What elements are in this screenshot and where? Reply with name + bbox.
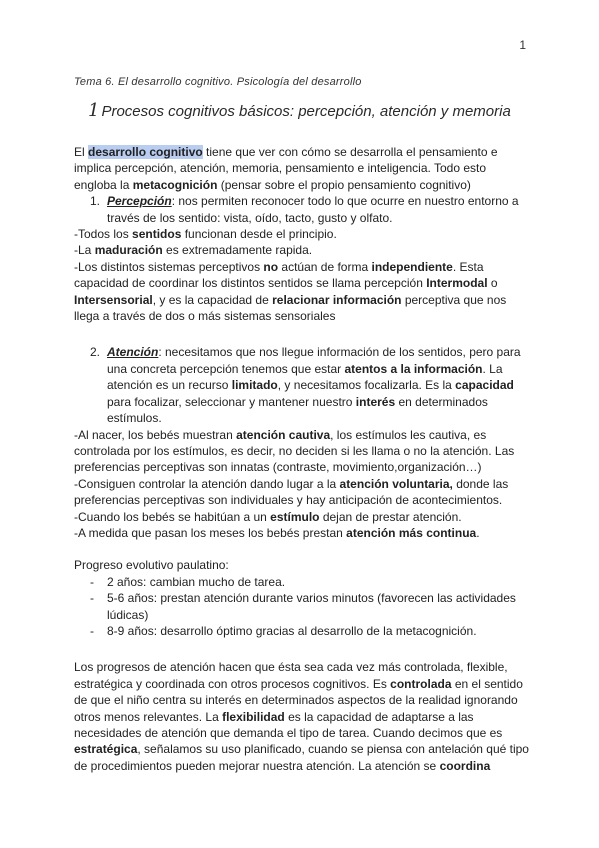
text-run: El [74,145,89,159]
text-run: : nos permiten reconocer todo lo que ocurre en nuestro entorno a través de los sentido: vista, oído, tacto, gusto y olfato. [107,194,519,225]
text-run: (pensar sobre el propio pensamiento cognitivo) [217,177,471,192]
text-run: actúan de forma [278,259,372,274]
text-run: Los progresos de atención hacen que ésta sea cada vez más controlada, flexible, estratégica y coordinada con otros procesos cognitivos. Es [74,660,508,691]
text-run: -Consiguen controlar la atención dando lugar a la [74,476,340,491]
text-run: tiene que ver con cómo se desarrolla el pensamiento e implica percepción, atención, memoria, pensamiento e inteligencia. Todo esto engloba la [74,145,498,192]
dash-marker: - [90,574,94,589]
progress-item-text: 2 años: cambian mucho de tarea. [107,574,286,589]
text-run: . [476,525,480,540]
bold-term: atención cautiva [236,427,331,442]
list-item-perception [74,193,529,226]
progress-item [74,574,529,590]
final-paragraph [74,659,529,774]
numbered-list-attention [74,344,529,426]
bold-term: estratégica [74,742,138,757]
dash-marker: - [90,623,94,638]
text-run: . Esta capacidad de coordinar los distintos sentidos se llama percepción [74,259,484,291]
text-run: dejan de prestar atención. [319,509,462,524]
bold-term: capacidad [455,378,514,393]
page-number: 1 [519,38,526,52]
text-run: o [487,276,498,291]
term-atencion: Atención [107,345,159,360]
text-run: -La [74,243,95,258]
text-run: es extremadamente rapida. [162,243,313,258]
bold-term: Intermodal [426,276,488,291]
bold-term: flexibilidad [222,709,285,724]
text-run: -Todos los [74,227,133,242]
progress-list [74,574,529,640]
bullet-habituacion [74,509,529,525]
bold-term: estímulo [270,509,320,524]
bold-term: no [263,259,279,274]
bullet-sistemas [74,259,529,325]
bold-term: coordina [439,758,491,773]
bold-term: atención más continua [346,525,477,540]
text-run: en determinados estímulos. [107,394,488,426]
bold-term: atención voluntaria, [339,476,453,491]
bold-term: limitado [231,378,278,393]
bullet-maduracion [74,242,529,258]
section-title [74,100,534,122]
bold-term: maduración [94,243,163,258]
text-run: , los estímulos les cautiva, es controlada por los estímulos, es decir, no deciden si les llama o no la atención. Las preferencias perceptivas son innatas (contraste, movimiento,organización…) [74,427,515,475]
text-run: . La atención es un recurso [107,361,503,393]
bullet-atencion-cautiva [74,427,529,476]
progress-item [74,590,529,623]
text-run: funcionan desde el principio. [181,227,337,242]
text-run: es la capacidad de adaptarse a las necesidades de atención que demanda el tipo de tarea. Cuando decimos que es [74,709,503,740]
bullet-atencion-continua [74,525,529,541]
bold-term: atentos a la información [344,361,483,376]
text-run: para focalizar, seleccionar y mantener nuestro [107,394,356,409]
bullet-atencion-voluntaria [74,476,529,509]
bold-term: sentidos [132,227,182,242]
progress-item-text: 8-9 años: desarrollo óptimo gracias al desarrollo de la metacognición. [107,623,477,638]
bold-term: controlada [390,676,452,691]
numbered-list-perception [74,193,529,226]
intro-paragraph [74,144,529,193]
text-run: , y necesitamos focalizarla. Es la [277,378,456,393]
text-run: : necesitamos que nos llegue información de los sentidos, pero para una concreta percepción tenemos que estar [107,345,521,376]
text-run: -Al nacer, los bebés muestran [74,427,237,442]
section-number: 1 [88,100,100,121]
list-marker: 2. [90,345,101,360]
progress-heading: Progreso evolutivo paulatino: [74,558,229,573]
bold-term: Intersensorial [74,292,153,307]
document-header: Tema 6. El desarrollo cognitivo. Psicología del desarrollo [74,76,362,88]
bold-term: relacionar información [272,292,402,307]
text-run: , señalamos su uso planificado, cuando se piensa con antelación qué tipo de procedimientos pueden mejorar nuestra atención. La atención se [74,742,529,773]
bold-term: interés [355,394,396,409]
text-run: , y es la capacidad de [152,292,273,307]
text-run: donde las preferencias perceptivas son individuales y hay anticipación de acontecimientos. [74,476,509,508]
bold-term: independiente [371,259,453,274]
bold-term: metacognición [132,177,218,192]
term-percepcion: Percepción [107,194,172,209]
list-marker: 1. [90,194,101,209]
section-title-text: Procesos cognitivos básicos: percepción, atención y memoria [101,103,511,120]
text-run: -Los distintos sistemas perceptivos [74,259,264,274]
list-item-attention [74,344,529,426]
text-run: -A medida que pasan los meses los bebés prestan [74,525,347,540]
progress-item [74,623,529,639]
highlighted-term: desarrollo cognitivo [88,145,203,159]
progress-item-text: 5-6 años: prestan atención durante varios minutos (favorecen las actividades lúdicas) [107,591,516,622]
bullet-sentidos [74,226,529,242]
dash-marker: - [90,591,94,606]
text-run: en el sentido de que el niño centra su interés en determinados aspectos de la realidad ignorando otros menos relevantes. La [74,676,523,724]
text-run: -Cuando los bebés se habitúan a un [74,509,271,524]
text-run: perceptiva que nos llega a través de dos o más sistemas sensoriales [74,292,507,324]
document-body [74,144,529,774]
